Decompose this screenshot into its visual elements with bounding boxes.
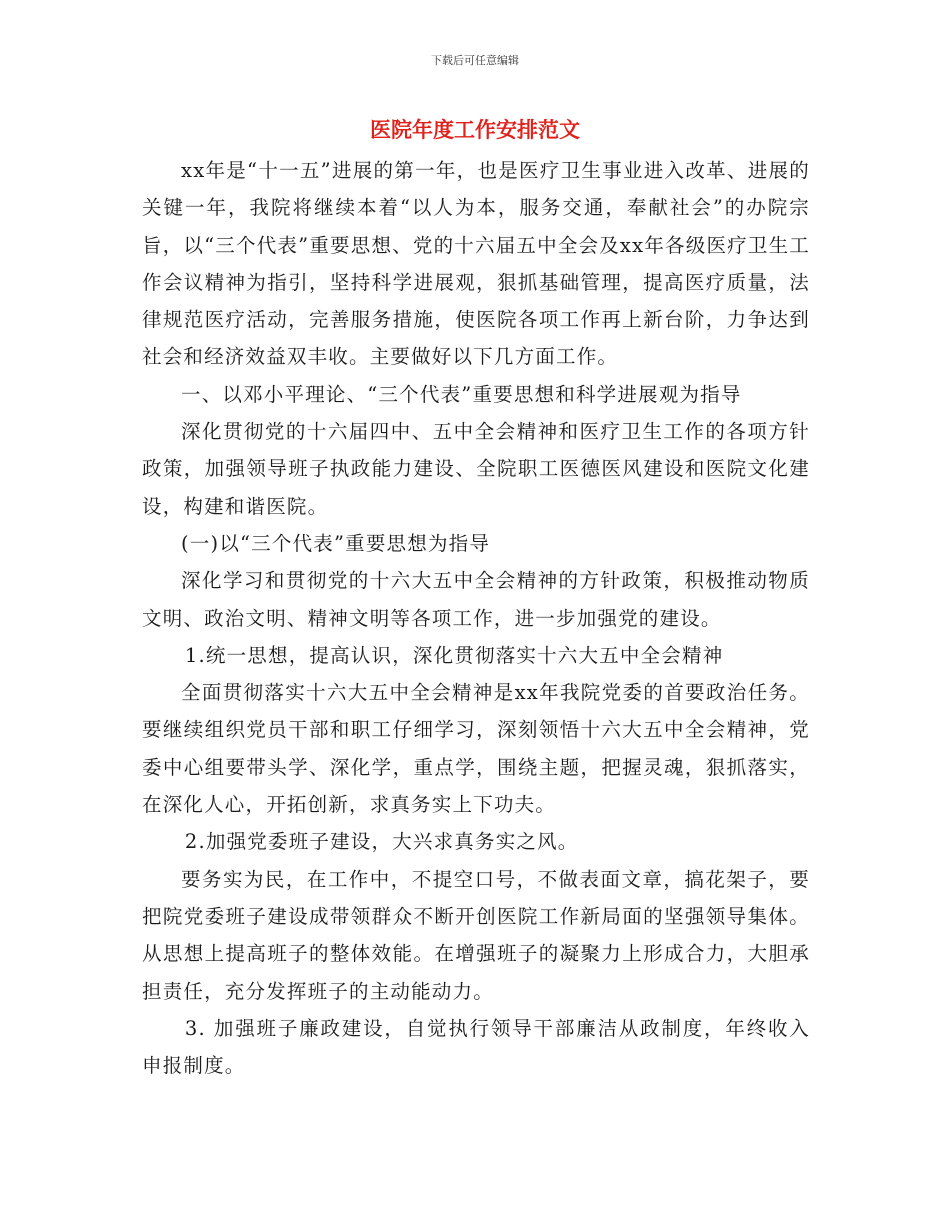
document-title: 医院年度工作安排范文 [370, 117, 580, 142]
body-paragraph: 深化贯彻党的十六届四中、五中全会精神和医疗卫生工作的各项方针政策，加强领导班子执政能力建设、全院职工医德医风建设和医院文化建设，构建和谐医院。 [142, 420, 810, 518]
document-body [142, 152, 810, 1084]
item-heading-2: 2.加强党委班子建设，大兴求真务实之风。 [184, 830, 579, 854]
item-heading-3: 3. 加强班子廉政建设，自觉执行领导干部廉洁从政制度，年终收入申报制度。 [142, 1016, 810, 1078]
subsection-heading-1: (一)以“三个代表”重要思想为指导 [181, 531, 491, 555]
page-header: 下载后可任意编辑 [431, 54, 519, 67]
section-heading-1: 一、以邓小平理论、“三个代表”重要思想和科学进展观为指导 [181, 382, 742, 406]
intro-paragraph: xx年是“十一五”进展的第一年，也是医疗卫生事业进入改革、进展的关键一年，我院将继续本着“以人为本，服务交通，奉献社会”的办院宗旨，以“三个代表”重要思想、党的十六届五中全会及xx年各级医疗卫生工作会议精神为指引，坚持科学进展观，狠抓基础管理，提高医疗质量，法律规范医疗活动，完善服务措施，使医院各项工作再上新台阶，力争达到社会和经济效益双丰收。主要做好以下几方面工作。 [142, 159, 810, 369]
item-heading-1: 1.统一思想，提高认识，深化贯彻落实十六大五中全会精神 [184, 643, 724, 667]
body-paragraph: 全面贯彻落实十六大五中全会精神是xx年我院党委的首要政治任务。要继续组织党员干部和职工仔细学习，深刻领悟十六大五中全会精神，党委中心组要带头学、深化学，重点学，围绕主题，把握灵魂，狠抓落实，在深化人心，开拓创新，求真务实上下功夫。 [142, 681, 810, 817]
body-paragraph: 深化学习和贯彻党的十六大五中全会精神的方针政策，积极推动物质文明、政治文明、精神文明等各项工作，进一步加强党的建设。 [142, 569, 810, 630]
body-paragraph: 要务实为民，在工作中，不提空口号，不做表面文章，搞花架子，要把院党委班子建设成带领群众不断开创医院工作新局面的坚强领导集体。从思想上提高班子的整体效能。在增强班子的凝聚力上形成合力，大胆承担责任，充分发挥班子的主动能动力。 [142, 867, 810, 1003]
